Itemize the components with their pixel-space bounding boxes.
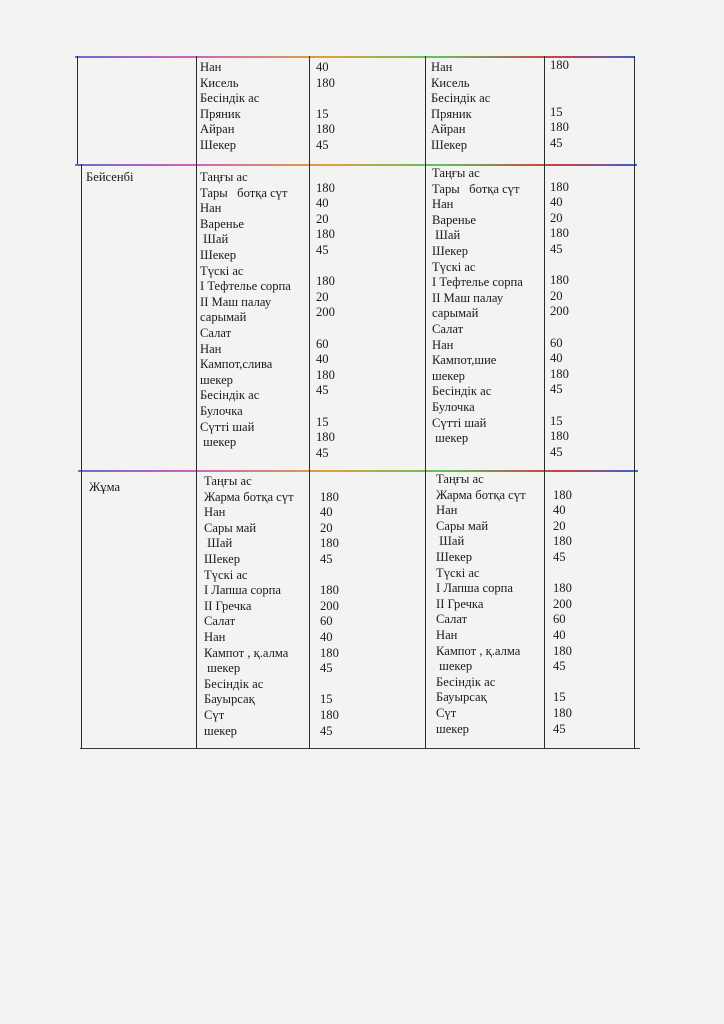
list-item: 180 xyxy=(553,705,572,720)
list-item: Айран xyxy=(200,122,235,137)
list-item: Булочка xyxy=(200,403,243,418)
list-item: Сары май xyxy=(436,518,489,533)
list-item: Кампот , қ.алма xyxy=(436,643,521,658)
list-item: Кампот , қ.алма xyxy=(204,645,289,660)
list-item: 40 xyxy=(553,503,566,518)
table-bottom-border xyxy=(80,748,640,749)
list-item: 45 xyxy=(316,383,329,398)
list-item: 15 xyxy=(320,692,333,707)
list-item: Пряник xyxy=(431,106,472,121)
list-item xyxy=(553,675,572,691)
list-item: Тары ботқа сүт xyxy=(200,185,288,200)
list-item: Таңғы ас xyxy=(204,474,252,488)
list-item: Жарма ботқа сүт xyxy=(204,489,294,504)
list-item: 45 xyxy=(316,242,329,257)
row0-left-qty xyxy=(316,60,335,154)
list-item: 15 xyxy=(316,106,329,121)
list-item: ІІ Маш палау xyxy=(200,294,272,309)
list-item: сарымай xyxy=(200,310,247,325)
list-item: Таңғы ас xyxy=(200,170,248,184)
list-item: 15 xyxy=(553,690,566,705)
day-label: Жұма xyxy=(89,480,121,494)
list-item: І Лапша сорпа xyxy=(204,583,281,598)
list-item: 45 xyxy=(320,551,333,566)
list-item: Нан xyxy=(436,503,458,518)
list-item: 180 xyxy=(553,487,572,502)
list-item: Нан xyxy=(436,627,458,642)
list-item: 200 xyxy=(316,305,335,320)
list-item: Түскі ас xyxy=(204,567,248,582)
list-item xyxy=(320,568,339,584)
list-item: Бесіндік ас xyxy=(432,384,492,399)
list-item: 40 xyxy=(320,505,333,520)
list-item: Шекер xyxy=(436,549,472,564)
list-item xyxy=(316,321,335,337)
list-item: Бесіндік ас xyxy=(431,91,491,106)
list-item: шекер xyxy=(200,435,237,450)
list-item: 20 xyxy=(316,211,329,226)
list-item: Таңғы ас xyxy=(436,472,484,486)
list-item xyxy=(550,74,569,90)
list-item xyxy=(553,472,572,488)
list-item: 45 xyxy=(550,135,563,150)
list-item: Булочка xyxy=(432,399,475,414)
list-item: сарымай xyxy=(432,306,479,321)
list-item: 180 xyxy=(320,645,339,660)
list-item: Нан xyxy=(432,337,454,352)
list-item xyxy=(550,320,569,336)
list-item: 45 xyxy=(320,723,333,738)
list-item: 180 xyxy=(316,430,335,445)
list-item: Пряник xyxy=(200,106,241,121)
list-item: 180 xyxy=(553,643,572,658)
list-item: 180 xyxy=(320,583,339,598)
list-item: 20 xyxy=(320,520,333,535)
list-item xyxy=(316,91,335,107)
list-item: І Лапша сорпа xyxy=(436,581,513,596)
col-divider-3 xyxy=(425,56,426,749)
list-item: Сүтті шай xyxy=(200,419,255,434)
list-item: Кисель xyxy=(431,75,470,90)
list-item: Сары май xyxy=(204,520,257,535)
list-item: Кисель xyxy=(200,75,239,90)
list-item: Шекер xyxy=(432,243,468,258)
list-item: 45 xyxy=(553,659,566,674)
list-item: 40 xyxy=(316,352,329,367)
list-item: Түскі ас xyxy=(436,565,480,580)
border-left xyxy=(77,56,78,164)
list-item: Нан xyxy=(431,60,453,74)
row1-left-items xyxy=(200,170,291,451)
list-item: 20 xyxy=(316,289,329,304)
list-item: Шай xyxy=(432,228,461,243)
list-item: Салат xyxy=(432,321,464,336)
list-item: 60 xyxy=(553,612,566,627)
list-item: 20 xyxy=(550,288,563,303)
list-item: ІІ Гречка xyxy=(204,598,252,613)
list-item: 15 xyxy=(316,414,329,429)
list-item: ІІ Гречка xyxy=(436,596,484,611)
list-item: Салат xyxy=(200,325,232,340)
list-item: 180 xyxy=(553,534,572,549)
list-item: шекер xyxy=(436,721,469,736)
list-item: Тары ботқа сүт xyxy=(432,181,520,196)
list-item: Бауырсақ xyxy=(436,690,487,705)
list-item: 15 xyxy=(550,413,563,428)
list-item: 180 xyxy=(553,581,572,596)
list-item: Шай xyxy=(436,534,465,549)
list-item: 60 xyxy=(550,335,563,350)
list-item: 45 xyxy=(553,549,566,564)
list-item: 180 xyxy=(316,367,335,382)
col-divider-4 xyxy=(544,56,545,749)
list-item: Түскі ас xyxy=(200,263,244,278)
list-item: 40 xyxy=(550,351,563,366)
list-item xyxy=(553,566,572,582)
list-item: 40 xyxy=(320,629,333,644)
list-item: 180 xyxy=(550,58,569,72)
row1-left-qty xyxy=(316,165,335,461)
list-item: Сүтті шай xyxy=(432,415,487,430)
list-item: 45 xyxy=(316,137,329,152)
col-divider-2 xyxy=(309,56,310,749)
list-item: 180 xyxy=(550,120,569,135)
list-item: Бесіндік ас xyxy=(200,91,260,106)
list-item xyxy=(316,259,335,275)
row1-right-items xyxy=(432,166,523,447)
list-item: 45 xyxy=(553,721,566,736)
list-item: Нан xyxy=(200,60,222,74)
list-item: Нан xyxy=(204,629,226,644)
list-item: 200 xyxy=(320,598,339,613)
list-item: шекер xyxy=(204,723,237,738)
list-item xyxy=(320,474,339,490)
list-item: 180 xyxy=(316,274,335,289)
list-item: 180 xyxy=(320,536,339,551)
list-item: 45 xyxy=(320,661,333,676)
list-item: 40 xyxy=(316,60,329,74)
list-item: 45 xyxy=(550,241,563,256)
list-item: Бесіндік ас xyxy=(200,388,260,403)
list-item: 15 xyxy=(550,104,563,119)
list-item: Сүт xyxy=(436,705,457,720)
list-item: Нан xyxy=(204,505,226,520)
list-item: Шекер xyxy=(431,137,467,152)
list-item xyxy=(320,677,339,693)
list-item: ІІ Маш палау xyxy=(432,290,504,305)
list-item: І Тефтелье сорпа xyxy=(200,279,291,294)
list-item: Кампот,слива xyxy=(200,357,273,372)
list-item: 60 xyxy=(320,614,333,629)
list-item xyxy=(550,398,569,414)
list-item: 40 xyxy=(553,627,566,642)
row2-left-items xyxy=(204,474,294,739)
list-item: 180 xyxy=(550,273,569,288)
list-item: 180 xyxy=(320,489,339,504)
list-item xyxy=(316,399,335,415)
list-item xyxy=(550,258,569,274)
list-item: Айран xyxy=(431,122,466,137)
list-item: 20 xyxy=(553,518,566,533)
list-item: шекер xyxy=(432,431,469,446)
row2-left-qty xyxy=(320,474,339,739)
list-item: 180 xyxy=(550,226,569,241)
list-item: Нан xyxy=(432,197,454,212)
list-item: Шай xyxy=(200,232,229,247)
list-item: Бесіндік ас xyxy=(204,676,264,691)
list-item: 45 xyxy=(550,382,563,397)
list-item: шекер xyxy=(200,372,233,387)
list-item: 45 xyxy=(550,444,563,459)
list-item: 180 xyxy=(550,179,569,194)
list-item: 180 xyxy=(316,180,335,195)
list-item: Шекер xyxy=(200,247,236,262)
list-item: Бесіндік ас xyxy=(436,674,496,689)
list-item: Варенье xyxy=(432,212,476,227)
list-item: І Тефтелье сорпа xyxy=(432,275,523,290)
list-item: шекер xyxy=(436,659,473,674)
list-item: Нан xyxy=(200,201,222,216)
list-item: 180 xyxy=(316,122,335,137)
border-right xyxy=(634,56,635,749)
list-item: Таңғы ас xyxy=(432,166,480,180)
list-item: Шекер xyxy=(204,551,240,566)
list-item xyxy=(550,89,569,105)
list-item: 20 xyxy=(550,210,563,225)
list-item: Шекер xyxy=(200,137,236,152)
list-item: 40 xyxy=(316,196,329,211)
row0-right-items xyxy=(431,60,490,154)
list-item: 200 xyxy=(553,596,572,611)
row0-right-qty xyxy=(550,58,569,152)
list-item: 180 xyxy=(316,227,335,242)
list-item: Нан xyxy=(200,341,222,356)
row2-right-items xyxy=(436,472,526,737)
list-item: Түскі ас xyxy=(432,259,476,274)
list-item: Кампот,шие xyxy=(432,353,497,368)
row0-left-items xyxy=(200,60,259,154)
list-item: 180 xyxy=(550,429,569,444)
list-item: 180 xyxy=(320,707,339,722)
row2-right-qty xyxy=(553,472,572,737)
list-item: 200 xyxy=(550,304,569,319)
list-item: 180 xyxy=(316,75,335,90)
list-item: Жарма ботқа сүт xyxy=(436,487,526,502)
col-divider-1 xyxy=(196,56,197,749)
list-item: 60 xyxy=(316,336,329,351)
list-item: 180 xyxy=(550,366,569,381)
list-item: Бауырсақ xyxy=(204,692,255,707)
list-item: шекер xyxy=(204,661,241,676)
list-item xyxy=(550,164,569,180)
list-item xyxy=(316,165,335,181)
list-item: 45 xyxy=(316,445,329,460)
border-left xyxy=(81,164,82,749)
list-item: Варенье xyxy=(200,216,244,231)
list-item: Шай xyxy=(204,536,233,551)
day-label: Бейсенбі xyxy=(86,170,134,184)
list-item: 40 xyxy=(550,195,563,210)
row1-right-qty xyxy=(550,164,569,460)
list-item: Салат xyxy=(436,612,468,627)
list-item: Сүт xyxy=(204,707,225,722)
list-item: Салат xyxy=(204,614,236,629)
list-item: шекер xyxy=(432,368,465,383)
